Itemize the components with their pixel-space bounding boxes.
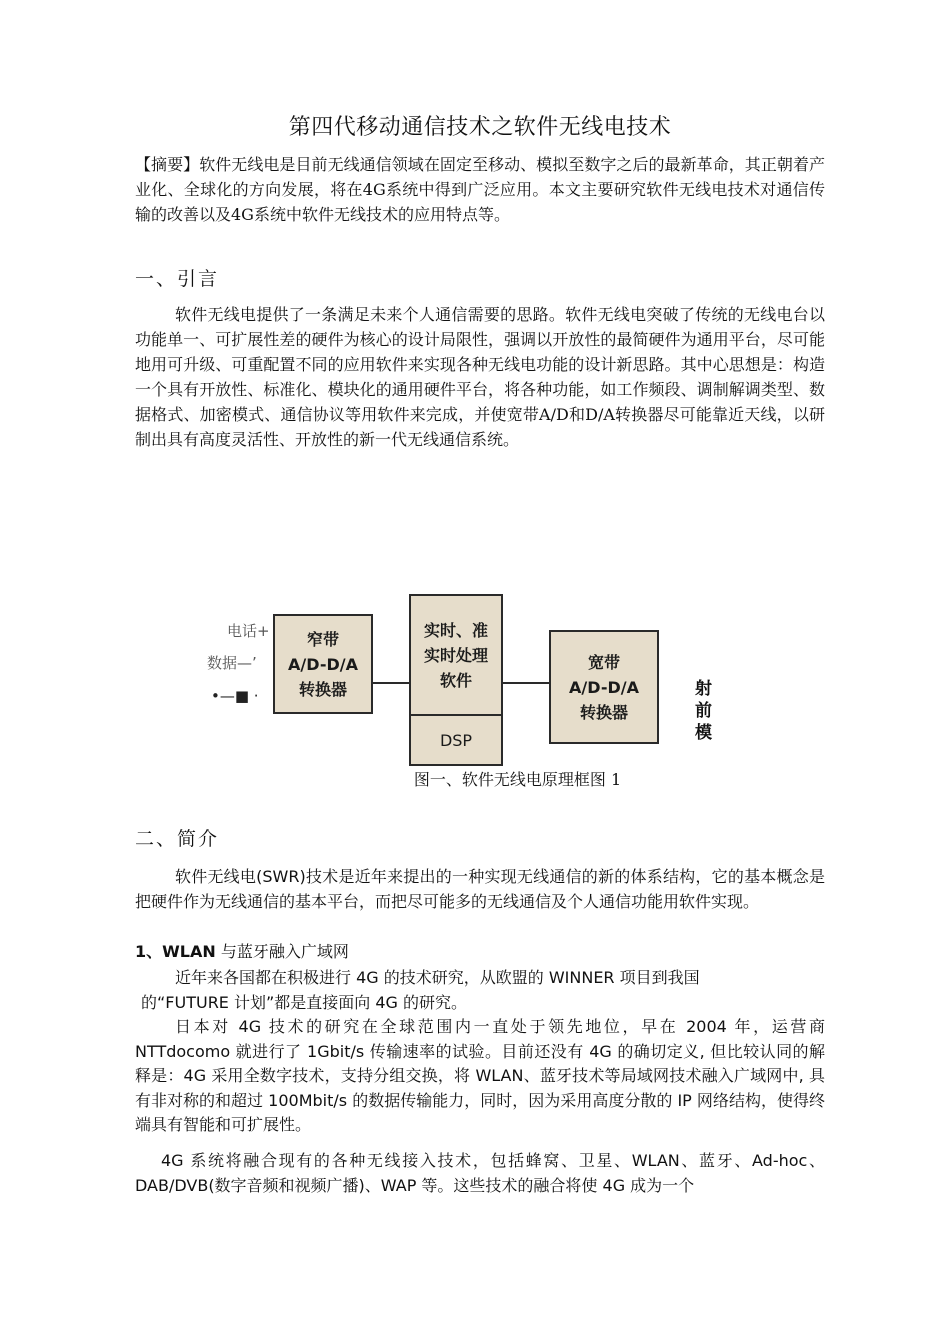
subsection-number: 1、 bbox=[135, 942, 163, 961]
input-label-data: 数据—’ bbox=[207, 654, 257, 672]
figure-caption: 图一、软件无线电原理框图 1 bbox=[413, 770, 622, 789]
introduction-paragraph: 软件无线电提供了一条满足未来个人通信需要的思路。软件无线电突破了传统的无线电台以功能单一、可扩展性差的硬件为核心的设计局限性，强调以开放性的最简硬件为通用平台，尽可能地用可升级、可重配置不同的应用软件来实现各种无线电功能的设计新思路。其中心思想是：构造一个具有开放性、标准化、模块化的通用硬件平台，将各种功能，如工作频段、调制解调类型、数据格式、加密模式、通信协议等用软件来完成，并使宽带A/D和D/A转换器尽可能靠近天线，以研制出具有高度灵活性、开放性的新一代无线通信系统。 bbox=[135, 305, 825, 449]
rf-label-char: 前 bbox=[695, 701, 712, 721]
subsection-title-text: 与蓝牙融入广域网 bbox=[215, 942, 349, 961]
narrowband-converter-box: 窄带 A/D-D/A 转换器 bbox=[273, 614, 373, 714]
dsp-box: DSP bbox=[409, 714, 503, 766]
section-heading-introduction: 一、引言 bbox=[135, 268, 220, 290]
input-signal-symbol: •—■ · bbox=[211, 687, 259, 705]
block-diagram-figure bbox=[205, 590, 725, 770]
overview-paragraph: 软件无线电(SWR)技术是近年来提出的一种实现无线通信的新的体系结构，它的基本概念是把硬件作为无线通信的基本平台，而把尽可能多的无线通信及个人通信功能用软件实现。 bbox=[135, 867, 825, 911]
wideband-converter-box: 宽带 A/D-D/A 转换器 bbox=[549, 630, 659, 744]
research-line-2: 的“FUTURE 计划”都是直接面向 4G 的研究。 bbox=[141, 993, 468, 1012]
connector-line bbox=[371, 682, 409, 684]
rf-label-char: 模 bbox=[695, 723, 712, 743]
document-title: 第四代移动通信技术之软件无线电技术 bbox=[288, 115, 672, 140]
connector-line bbox=[501, 682, 549, 684]
input-label-phone: 电话+ bbox=[227, 622, 270, 640]
subsection-heading-wlan bbox=[135, 940, 349, 964]
section-heading-overview: 二、简介 bbox=[135, 828, 220, 850]
research-line-1: 近年来各国都在积极进行 4G 的技术研究，从欧盟的 WINNER 项目到我国 bbox=[175, 968, 700, 987]
rf-label-char: 射 bbox=[695, 679, 712, 699]
abstract-paragraph: 【摘要】软件无线电是目前无线通信领域在固定至移动、模拟至数字之后的最新革命，其正朝着产业化、全球化的方向发展，将在4G系统中得到广泛应用。本文主要研究软件无线电技术对通信传输的改善以及4G系统中软件无线技术的应用特点等。 bbox=[135, 155, 825, 224]
japan-research-paragraph: 日本对 4G 技术的研究在全球范围内一直处于领先地位，早在 2004 年，运营商 NTTdocomo 就进行了 1Gbit/s 传输速率的试验。目前还没有 4G 的确切定义, 但比较认同的解释是：4G 采用全数字技术，支持分组交换，将 WLAN、蓝牙技术等局域网技术融入广域网中, 具有非对称的和超过 100Mbit/s 的数据传输能力，同时，因为采用高度分散的 IP 网络结构，使得终端具有智能和可扩展性。 bbox=[135, 1017, 825, 1134]
convergence-paragraph: 4G 系统将融合现有的各种无线接入技术，包括蜂窝、卫星、WLAN、蓝牙、Ad-hoc、DAB/DVB(数字音频和视频广播)、WAP 等。这些技术的融合将使 4G 成为一个 bbox=[135, 1151, 825, 1195]
realtime-software-box: 实时、准 实时处理 软件 bbox=[409, 594, 503, 716]
research-paragraph bbox=[135, 965, 825, 1015]
rf-frontend-label bbox=[695, 678, 715, 744]
subsection-bold-term: WLAN bbox=[162, 942, 216, 961]
